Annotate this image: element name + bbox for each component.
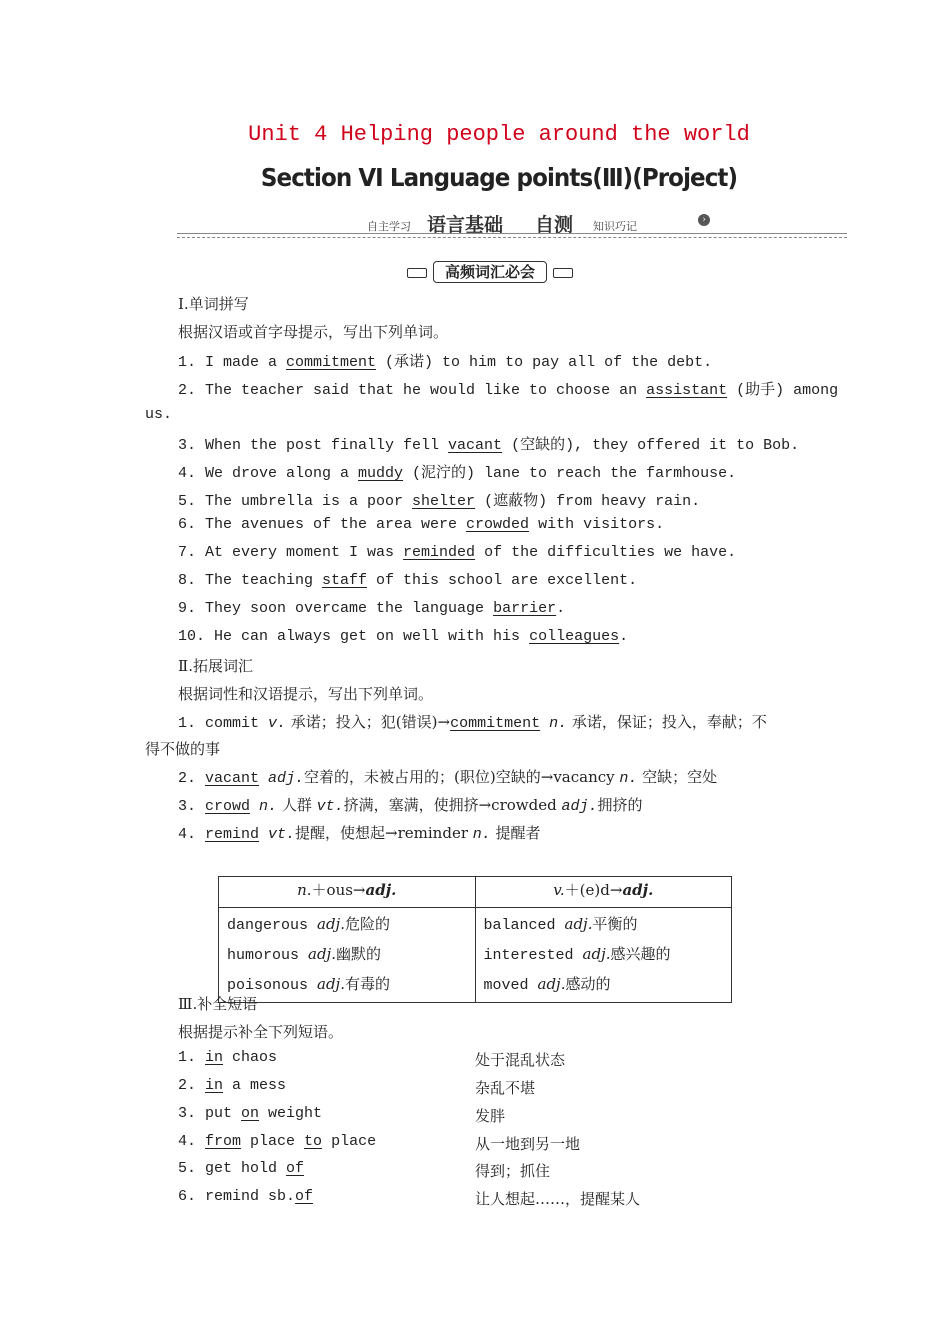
answer: barrier [493, 600, 557, 617]
section-tag-label: 高频词汇必会 [433, 261, 547, 283]
phrase-meaning: 从一地到另一地 [475, 1135, 581, 1153]
answer: from [205, 1133, 242, 1150]
table-cell-right [475, 908, 732, 1003]
answer: remind [205, 826, 260, 843]
phrase-meaning: 处于混乱状态 [475, 1051, 566, 1069]
answer: of [295, 1188, 314, 1205]
banner-divider-dashed [177, 237, 847, 238]
banner-divider [177, 233, 847, 234]
answer: commitment [286, 354, 377, 371]
answer: in [205, 1077, 224, 1094]
answer: of [286, 1160, 305, 1177]
part1-item: 1. I made a commitment (承诺) to him to pay all of the debt. [178, 354, 713, 371]
part1-instruction: 根据汉语或首字母提示，写出下列单词。 [178, 323, 449, 341]
phrase-item: 5. get hold of [178, 1160, 305, 1177]
chevron-right-icon: › [698, 214, 710, 226]
part1-item: 8. The teaching staff of this school are excellent. [178, 572, 638, 589]
part1-item: 10. He can always get on well with his colleagues. [178, 628, 629, 645]
part1-heading: Ⅰ.单词拼写 [178, 295, 249, 313]
answer: in [205, 1049, 224, 1066]
table-entry: moved adj.感动的 [483, 975, 611, 994]
answer: vacant [205, 770, 260, 787]
phrase-item: 4. from place to place [178, 1133, 377, 1150]
phrase-item: 6. remind sb.of [178, 1188, 314, 1205]
answer: staff [322, 572, 368, 589]
part2-item-4: 4. remind vt.提醒，使想起→reminder n. 提醒者 [178, 824, 541, 843]
answer: colleagues [529, 628, 620, 645]
answer: shelter [412, 493, 476, 510]
part1-item: us. [145, 406, 173, 423]
answer: assistant [646, 382, 728, 399]
answer: reminded [403, 544, 476, 561]
answer: to [304, 1133, 323, 1150]
part2-heading: Ⅱ.拓展词汇 [178, 657, 253, 675]
answer: vacant [448, 437, 503, 454]
banner-left-label: 自主学习 [367, 220, 411, 233]
answer: crowded [466, 516, 530, 533]
part3-instruction: 根据提示补全下列短语。 [178, 1023, 344, 1041]
part2-item-1: 1. commit v. 承诺；投入；犯(错误)→commitment n. 承诺，保证；投入，奉献；不 [178, 713, 767, 732]
section-tag [407, 261, 573, 283]
banner-right-label: 知识巧记 [593, 220, 637, 233]
part2-instruction: 根据词性和汉语提示，写出下列单词。 [178, 685, 434, 703]
part1-item: 5. The umbrella is a poor shelter (遮蔽物) from heavy rain. [178, 493, 701, 510]
table-entry: interested adj.感兴趣的 [483, 945, 671, 964]
part2-item-3: 3. crowd n. 人群 vt.挤满，塞满，使拥挤→crowded adj.拥挤的 [178, 796, 643, 815]
phrase-meaning: 杂乱不堪 [475, 1079, 536, 1097]
banner-main-a: 语言基础 [427, 214, 504, 236]
phrase-item: 1. in chaos [178, 1049, 278, 1066]
table-entry: humorous adj.幽默的 [227, 945, 381, 964]
table-header-right: v.＋(e)d→adj. [475, 877, 732, 908]
table-entry: dangerous adj.危险的 [227, 915, 390, 934]
part1-item: 6. The avenues of the area were crowded with visitors. [178, 516, 665, 533]
part2-item-1-cont: 得不做的事 [145, 740, 221, 758]
phrase-meaning: 发胖 [475, 1107, 506, 1125]
part1-item: 9. They soon overcame the language barrier. [178, 600, 566, 617]
part1-item: 7. At every moment I was reminded of the difficulties we have. [178, 544, 737, 561]
unit-title: Unit 4 Helping people around the world [248, 122, 750, 147]
answer: commitment [450, 715, 541, 732]
table-cell-left [219, 908, 476, 1003]
section-banner [177, 209, 847, 239]
phrase-item: 3. put on weight [178, 1105, 323, 1122]
part1-item: 3. When the post finally fell vacant (空缺的), they offered it to Bob. [178, 437, 800, 454]
phrase-meaning: 让人想起……，提醒某人 [475, 1190, 641, 1208]
table-entry: balanced adj.平衡的 [483, 915, 638, 934]
word-formation-table [218, 876, 732, 1003]
answer: crowd [205, 798, 251, 815]
part3-heading: Ⅲ.补全短语 [178, 995, 258, 1013]
phrase-item: 2. in a mess [178, 1077, 287, 1094]
table-entry: poisonous adj.有毒的 [227, 975, 390, 994]
section-title: Section Ⅵ Language points(Ⅲ)(Project) [260, 163, 738, 192]
answer: on [241, 1105, 260, 1122]
part1-item: 4. We drove along a muddy (泥泞的) lane to reach the farmhouse. [178, 465, 737, 482]
banner-main-b: 自测 [535, 214, 574, 236]
part1-item: 2. The teacher said that he would like to choose an assistant (助手) among [178, 382, 839, 399]
table-header-left: n.＋ous→adj. [219, 877, 476, 908]
answer: muddy [358, 465, 404, 482]
part2-item-2: 2. vacant adj.空着的，未被占用的；(职位)空缺的→vacancy n. 空缺；空处 [178, 768, 718, 787]
phrase-meaning: 得到；抓住 [475, 1162, 551, 1180]
